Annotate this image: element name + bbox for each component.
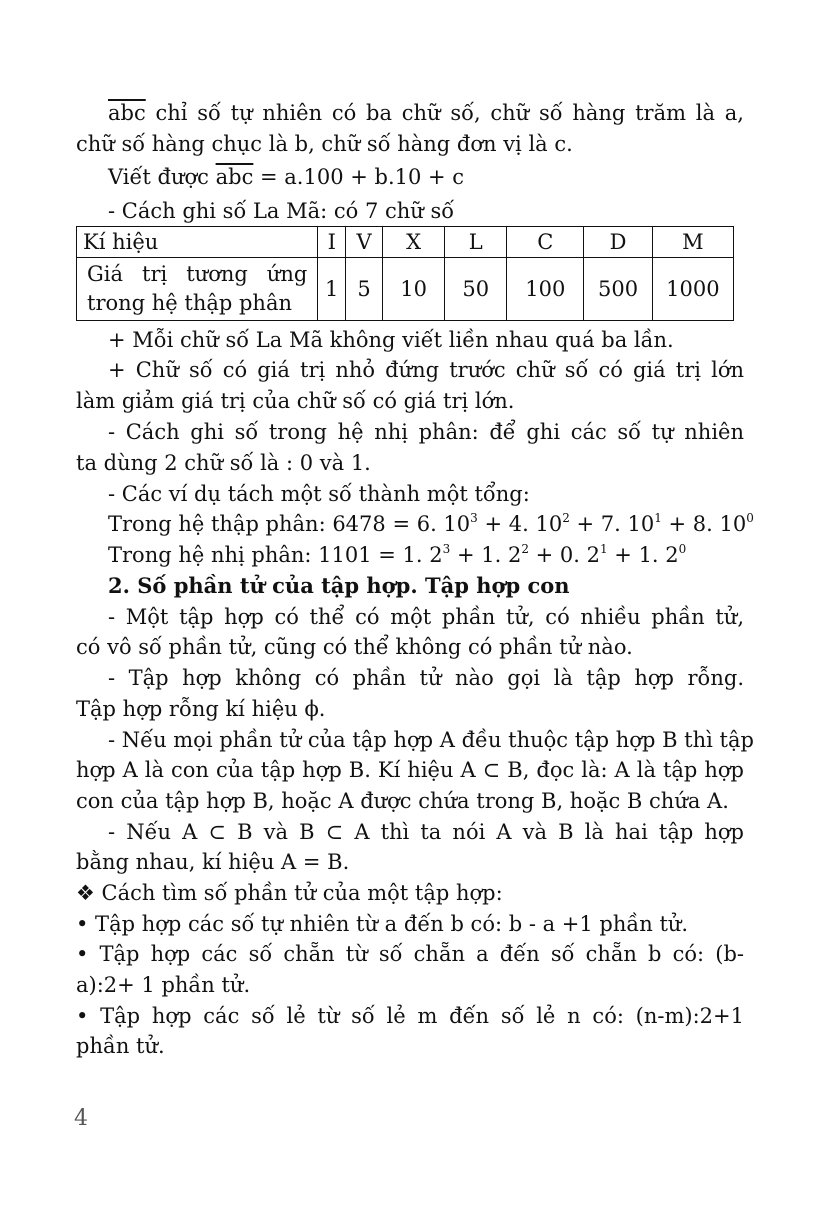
line-2: chữ số hàng chục là b, chữ số hàng đơn vị là c. xyxy=(76,132,573,156)
exponent: 2 xyxy=(562,511,570,525)
roman-numeral-table xyxy=(76,226,734,321)
exponent: 1 xyxy=(599,542,608,556)
bullet-item: • Tập hợp các số tự nhiên từ a đến b có: b - a +1 phần tử. xyxy=(76,912,689,936)
table-cell: X xyxy=(383,227,445,258)
line-18: - Nếu mọi phần tử của tập hợp A đều thuộc tập hợp B thì tập xyxy=(108,728,754,752)
line-6: + Chữ số có giá trị nhỏ đứng trước chữ số có giá trị lớn xyxy=(108,358,744,382)
table-header-cell: Kí hiệu xyxy=(77,227,318,258)
bullet-item-continuation: phần tử. xyxy=(76,1034,165,1058)
table-cell: M xyxy=(652,227,733,258)
bullet-item-continuation: a):2+ 1 phần tử. xyxy=(76,973,251,997)
row-label-line: Giá trị tương ứng xyxy=(87,262,308,286)
exponent: 0 xyxy=(678,542,687,556)
bullet-item: • Tập hợp các số chẵn từ số chẵn a đến số chẵn b có: (b- xyxy=(76,942,744,966)
table-cell: I xyxy=(318,227,346,258)
line-5: + Mỗi chữ số La Mã không viết liền nhau quá ba lần. xyxy=(108,328,674,352)
text: + 0. 2 xyxy=(528,543,600,567)
bullet-item: • Tập hợp các số lẻ từ số lẻ m đến số lẻ n có: (n-m):2+1 xyxy=(76,1004,744,1028)
exponent: 1 xyxy=(654,511,662,525)
table-cell: 1 xyxy=(318,258,346,321)
table-cell: D xyxy=(584,227,653,258)
text: Trong hệ thập phân: 6478 = 6. 10 xyxy=(108,512,471,536)
text: = a.100 + b.10 + c xyxy=(253,165,465,189)
line-10: - Các ví dụ tách một số thành một tổng: xyxy=(108,482,530,506)
line-formula xyxy=(108,162,744,192)
section-heading: 2. Số phần tử của tập hợp. Tập hợp con xyxy=(108,573,570,598)
text: chỉ số tự nhiên có ba chữ số, chữ số hàng trăm là a, xyxy=(145,101,744,125)
line-22: bằng nhau, kí hiệu A = B. xyxy=(76,850,350,874)
table-cell: 50 xyxy=(445,258,507,321)
table-cell: V xyxy=(346,227,383,258)
exponent: 2 xyxy=(521,542,529,556)
text: + 1. 2 xyxy=(607,543,679,567)
table-cell: L xyxy=(445,227,507,258)
exponent: 3 xyxy=(442,542,451,556)
line-21: - Nếu A ⊂ B và B ⊂ A thì ta nói A và B là hai tập hợp xyxy=(108,820,744,844)
table-cell: 5 xyxy=(346,258,383,321)
line-9: ta dùng 2 chữ số là : 0 và 1. xyxy=(76,451,371,475)
exponent: 3 xyxy=(470,511,478,525)
line-abc-definition xyxy=(108,98,744,128)
page-number: 4 xyxy=(74,1106,88,1131)
abc-overline: $\overline{abc}$ xyxy=(215,165,254,189)
text: + 8. 10 xyxy=(661,512,747,536)
table-cell: 500 xyxy=(584,258,653,321)
text: + 4. 10 xyxy=(477,512,563,536)
table-row xyxy=(77,258,734,321)
line-roman-heading: - Cách ghi số La Mã: có 7 chữ số xyxy=(108,199,455,223)
exponent: 0 xyxy=(746,511,754,525)
table-cell: 100 xyxy=(507,258,584,321)
table-row-label xyxy=(77,258,318,321)
line-14: - Một tập hợp có thể có một phần tử, có nhiều phần tử, xyxy=(108,605,744,629)
line-23: ❖ Cách tìm số phần tử của một tập hợp: xyxy=(76,881,503,905)
text: Viết được xyxy=(108,165,216,189)
line-7: làm giảm giá trị của chữ số có giá trị lớn. xyxy=(76,389,515,413)
table-row xyxy=(77,227,734,258)
table-cell: 10 xyxy=(383,258,445,321)
line-15: có vô số phần tử, cũng có thể không có phần tử nào. xyxy=(76,635,633,659)
line-8: - Cách ghi số trong hệ nhị phân: để ghi các số tự nhiên xyxy=(108,420,744,444)
text: + 1. 2 xyxy=(450,543,522,567)
line-binary-example xyxy=(108,540,744,570)
line-16: - Tập hợp không có phần tử nào gọi là tập hợp rỗng. xyxy=(108,666,744,690)
table-cell: C xyxy=(507,227,584,258)
table-cell: 1000 xyxy=(652,258,733,321)
row-label-line: trong hệ thập phân xyxy=(87,291,293,315)
line-decimal-example xyxy=(108,509,754,539)
text: Trong hệ nhị phân: 1101 = 1. 2 xyxy=(108,543,443,567)
abc-overline: $\overline{abc}$ xyxy=(108,101,146,125)
line-19: hợp A là con của tập hợp B. Kí hiệu A ⊂ B, đọc là: A là tập hợp xyxy=(76,758,744,782)
text: + 7. 10 xyxy=(569,512,655,536)
line-17: Tập hợp rỗng kí hiệu ϕ. xyxy=(76,697,326,721)
line-20: con của tập hợp B, hoặc A được chứa trong B, hoặc B chứa A. xyxy=(76,789,729,813)
